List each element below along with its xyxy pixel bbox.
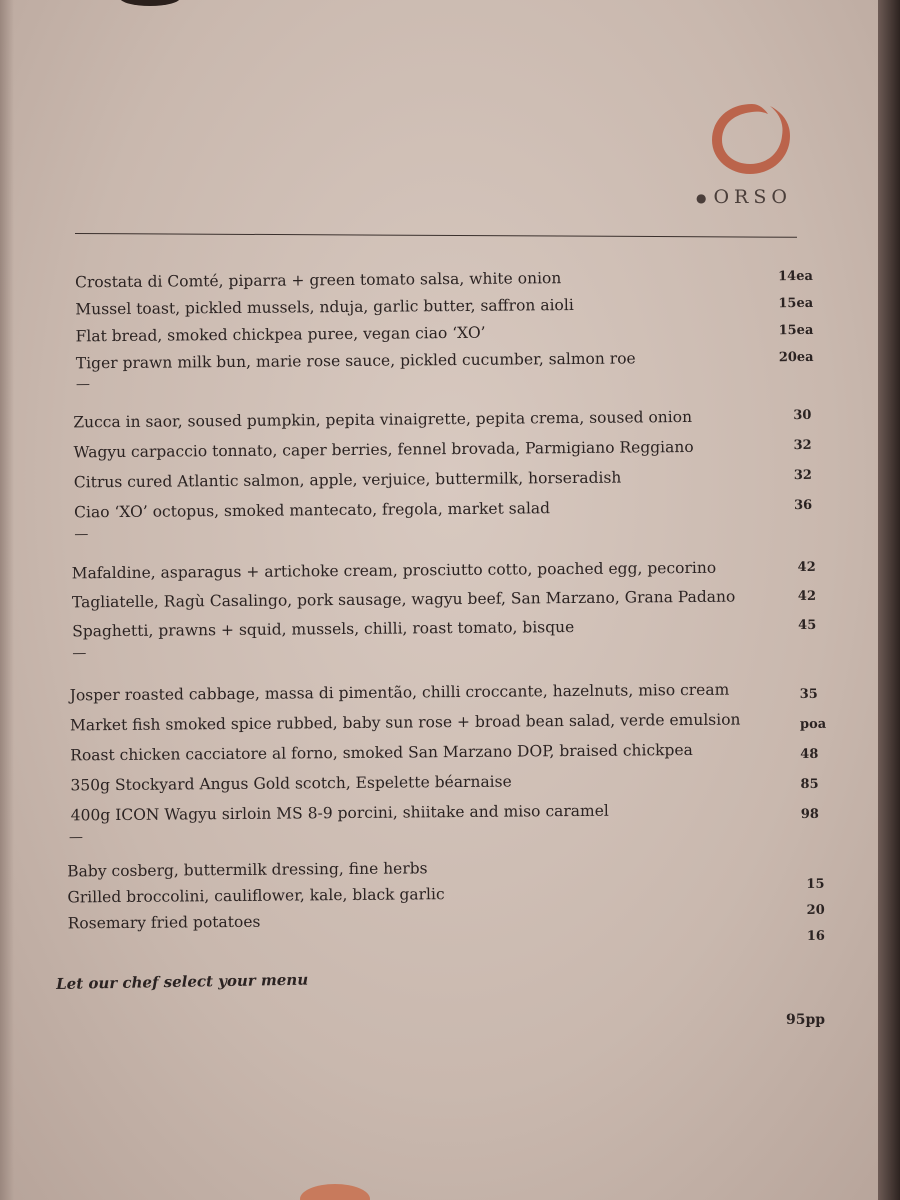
item-name: Spaghetti, prawns + squid, mussels, chilli, roast tomato, bisque [72,618,575,641]
item-price: 15ea [778,295,814,312]
item-price: 36 [794,497,813,514]
item-name: Grilled broccolini, cauliflower, kale, black garlic [67,885,445,907]
menu-section-sides [5,851,884,944]
item-price: 32 [793,437,812,454]
section-separator: — [74,526,89,543]
item-price: 48 [800,746,819,763]
section-separator: — [72,645,87,662]
table-edge [878,0,900,1200]
item-name: Roast chicken cacciatore al forno, smoked San Marzano DOP, braised chickpea [70,740,693,765]
item-price: 20ea [778,349,814,366]
item-price: 35 [799,686,818,703]
header-divider [75,233,797,238]
item-price: poa [799,716,827,733]
item-name: Wagyu carpaccio tonnato, caper berries, fennel brovada, Parmigiano Reggiano [73,437,694,462]
item-price: 14ea [778,268,813,285]
item-price: 32 [793,467,812,484]
menu-sections [0,262,884,943]
item-name: Citrus cured Atlantic salmon, apple, verjuice, buttermilk, horseradish [73,468,622,492]
chef-menu-price: 95pp [786,1012,826,1028]
item-name: Ciao ‘XO’ octopus, smoked mantecato, fregola, market salad [74,499,551,522]
item-name: 400g ICON Wagyu sirloin MS 8-9 porcini, shiitake and miso caramel [70,801,609,825]
item-name: Zucca in saor, soused pumpkin, pepita vinaigrette, pepita crema, soused onion [73,407,693,432]
item-name: Josper roasted cabbage, massa di pimentão, chilli croccante, hazelnuts, miso cream [69,680,730,705]
orso-logo [696,98,806,218]
item-name: Flat bread, smoked chickpea puree, vegan ciao ‘XO’ [75,323,486,346]
item-price: 15 [806,876,825,892]
item-price: 98 [800,806,819,823]
item-name: Tiger prawn milk bun, marie rose sauce, pickled cucumber, salmon roe [75,349,636,373]
item-name: Tagliatelle, Ragù Casalingo, pork sausage, wagyu beef, San Marzano, Grana Padano [71,587,736,612]
section-separator: — [68,829,84,846]
item-price: 45 [798,617,817,634]
item-name: Mussel toast, pickled mussels, nduja, garlic butter, saffron aioli [75,295,574,319]
item-name: Market fish smoked spice rubbed, baby sun rose + broad bean salad, verde emulsion [69,710,741,735]
item-name: Baby cosberg, buttermilk dressing, fine herbs [67,859,428,881]
item-price: 16 [806,928,826,944]
menu-section-mains [4,673,883,853]
brand-name: ● ORSO [696,186,792,208]
menu-section-pasta [3,552,882,669]
item-name: Mafaldine, asparagus + artichoke cream, prosciutto cotto, poached egg, pecorino [71,558,717,583]
item-price: 15ea [778,322,814,339]
item-name: Rosemary fried potatoes [67,912,261,933]
item-price: 20 [806,902,825,918]
item-price: 42 [797,588,817,605]
section-separator: — [75,376,91,393]
chef-menu-label: Let our chef select your menu [56,970,309,993]
crescent-logo-icon [706,98,798,178]
menu-section-entrees [1,400,880,550]
menu-section-snacks [0,262,879,400]
item-price: 42 [797,559,816,576]
item-price: 30 [793,407,812,424]
item-price: 85 [800,776,819,793]
item-name: 350g Stockyard Angus Gold scotch, Espelette béarnaise [70,772,512,795]
item-name: Crostata di Comté, piparra + green tomato salsa, white onion [75,269,562,292]
